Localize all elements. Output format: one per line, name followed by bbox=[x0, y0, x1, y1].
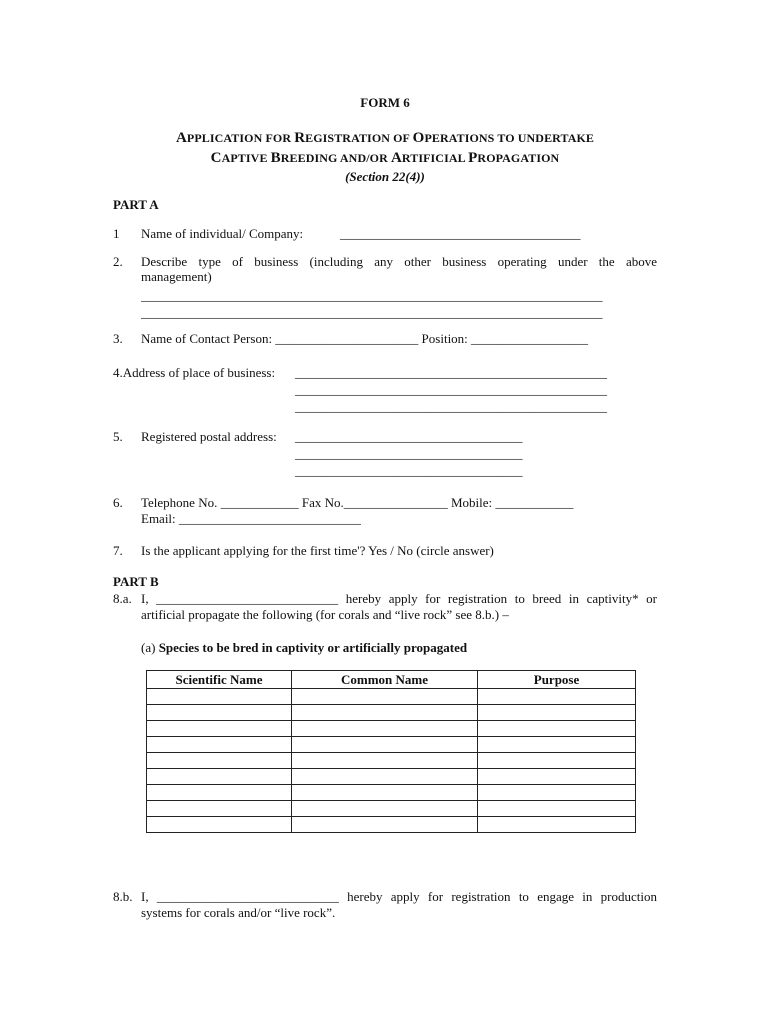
q5-number: 5. bbox=[113, 429, 123, 444]
purpose-cell[interactable] bbox=[478, 705, 636, 721]
q5-postal-address-field-3[interactable]: ___________________________________ bbox=[295, 463, 523, 478]
scientific-name-cell[interactable] bbox=[147, 785, 292, 801]
table-row bbox=[147, 737, 636, 753]
scientific-name-cell[interactable] bbox=[147, 817, 292, 833]
purpose-cell[interactable] bbox=[478, 769, 636, 785]
q2-business-type-field-2[interactable]: _______________________________________________________________________ bbox=[141, 305, 603, 320]
purpose-cell[interactable] bbox=[478, 753, 636, 769]
table-row bbox=[147, 801, 636, 817]
q5-label: Registered postal address: bbox=[141, 429, 277, 444]
form-title-line-2: CAPTIVE BREEDING AND/OR ARTIFICIAL PROPAGATION bbox=[210, 150, 560, 166]
species-subheading: (a) Species to be bred in captivity or artificially propagated bbox=[141, 640, 468, 655]
scientific-name-cell[interactable] bbox=[147, 753, 292, 769]
common-name-cell[interactable] bbox=[292, 737, 478, 753]
species-table-header-row bbox=[147, 671, 636, 689]
q3-number: 3. bbox=[113, 331, 123, 346]
scientific-name-cell[interactable] bbox=[147, 769, 292, 785]
q5-postal-address-field-2[interactable]: ___________________________________ bbox=[295, 446, 523, 461]
q8a-number: 8.a. bbox=[113, 591, 132, 606]
q1-company-name-field[interactable]: _____________________________________ bbox=[340, 226, 581, 241]
part-a-heading: PART A bbox=[113, 197, 159, 212]
common-name-cell[interactable] bbox=[292, 801, 478, 817]
scientific-name-cell[interactable] bbox=[147, 801, 292, 817]
q6-phone-fax-mobile-line[interactable]: Telephone No. ____________ Fax No.________________ Mobile: ____________ bbox=[141, 495, 574, 510]
q5-postal-address-field-1[interactable]: ___________________________________ bbox=[295, 429, 523, 444]
q2-label-line-1: Describe type of business (including any other business operating under the above bbox=[141, 254, 657, 269]
header-purpose: Purpose bbox=[478, 671, 636, 689]
purpose-cell[interactable] bbox=[478, 801, 636, 817]
q4-label: 4.Address of place of business: bbox=[113, 365, 276, 380]
form-number: FORM 6 bbox=[360, 95, 410, 110]
q2-number: 2. bbox=[113, 254, 123, 269]
q2-business-type-field-1[interactable]: _______________________________________________________________________ bbox=[141, 288, 603, 303]
q8a-application-line-2: artificial propagate the following (for corals and “live rock” see 8.b.) – bbox=[141, 607, 509, 622]
purpose-cell[interactable] bbox=[478, 785, 636, 801]
common-name-cell[interactable] bbox=[292, 769, 478, 785]
q2-label-line-2: management) bbox=[141, 269, 212, 284]
q6-email-line[interactable]: Email: ____________________________ bbox=[141, 511, 361, 526]
q4-address-field-2[interactable]: ________________________________________________ bbox=[295, 382, 607, 397]
q8b-application-line-2: systems for corals and/or “live rock”. bbox=[141, 905, 336, 920]
q4-address-field-3[interactable]: ________________________________________________ bbox=[295, 399, 607, 414]
scientific-name-cell[interactable] bbox=[147, 737, 292, 753]
header-common-name: Common Name bbox=[292, 671, 478, 689]
species-table bbox=[146, 670, 636, 833]
common-name-cell[interactable] bbox=[292, 721, 478, 737]
q7-number: 7. bbox=[113, 543, 123, 558]
table-row bbox=[147, 705, 636, 721]
common-name-cell[interactable] bbox=[292, 753, 478, 769]
common-name-cell[interactable] bbox=[292, 689, 478, 705]
purpose-cell[interactable] bbox=[478, 721, 636, 737]
common-name-cell[interactable] bbox=[292, 817, 478, 833]
section-reference: (Section 22(4)) bbox=[345, 169, 425, 184]
common-name-cell[interactable] bbox=[292, 705, 478, 721]
q1-number: 1 bbox=[113, 226, 120, 241]
header-scientific-name: Scientific Name bbox=[147, 671, 292, 689]
table-row bbox=[147, 785, 636, 801]
table-row bbox=[147, 769, 636, 785]
q4-address-field-1[interactable]: ________________________________________________ bbox=[295, 365, 607, 380]
q6-number: 6. bbox=[113, 495, 123, 510]
table-row bbox=[147, 817, 636, 833]
scientific-name-cell[interactable] bbox=[147, 705, 292, 721]
q8b-number: 8.b. bbox=[113, 889, 133, 904]
table-row bbox=[147, 721, 636, 737]
purpose-cell[interactable] bbox=[478, 817, 636, 833]
q8a-application-line-1[interactable]: I, ____________________________ hereby apply for registration to breed in captivity* or bbox=[141, 591, 657, 606]
scientific-name-cell[interactable] bbox=[147, 689, 292, 705]
q1-label: Name of individual/ Company: bbox=[141, 226, 304, 241]
scientific-name-cell[interactable] bbox=[147, 721, 292, 737]
q7-first-time-question[interactable]: Is the applicant applying for the first time'? Yes / No (circle answer) bbox=[141, 543, 494, 558]
q8b-application-line-1[interactable]: I, ____________________________ hereby apply for registration to engage in production bbox=[141, 889, 657, 904]
table-row bbox=[147, 689, 636, 705]
table-row bbox=[147, 753, 636, 769]
q3-contact-person-line[interactable]: Name of Contact Person: ______________________ Position: __________________ bbox=[141, 331, 589, 346]
common-name-cell[interactable] bbox=[292, 785, 478, 801]
purpose-cell[interactable] bbox=[478, 689, 636, 705]
form-title-line-1: APPLICATION FOR REGISTRATION OF OPERATIONS TO UNDERTAKE bbox=[175, 130, 595, 146]
part-b-heading: PART B bbox=[113, 574, 159, 589]
purpose-cell[interactable] bbox=[478, 737, 636, 753]
